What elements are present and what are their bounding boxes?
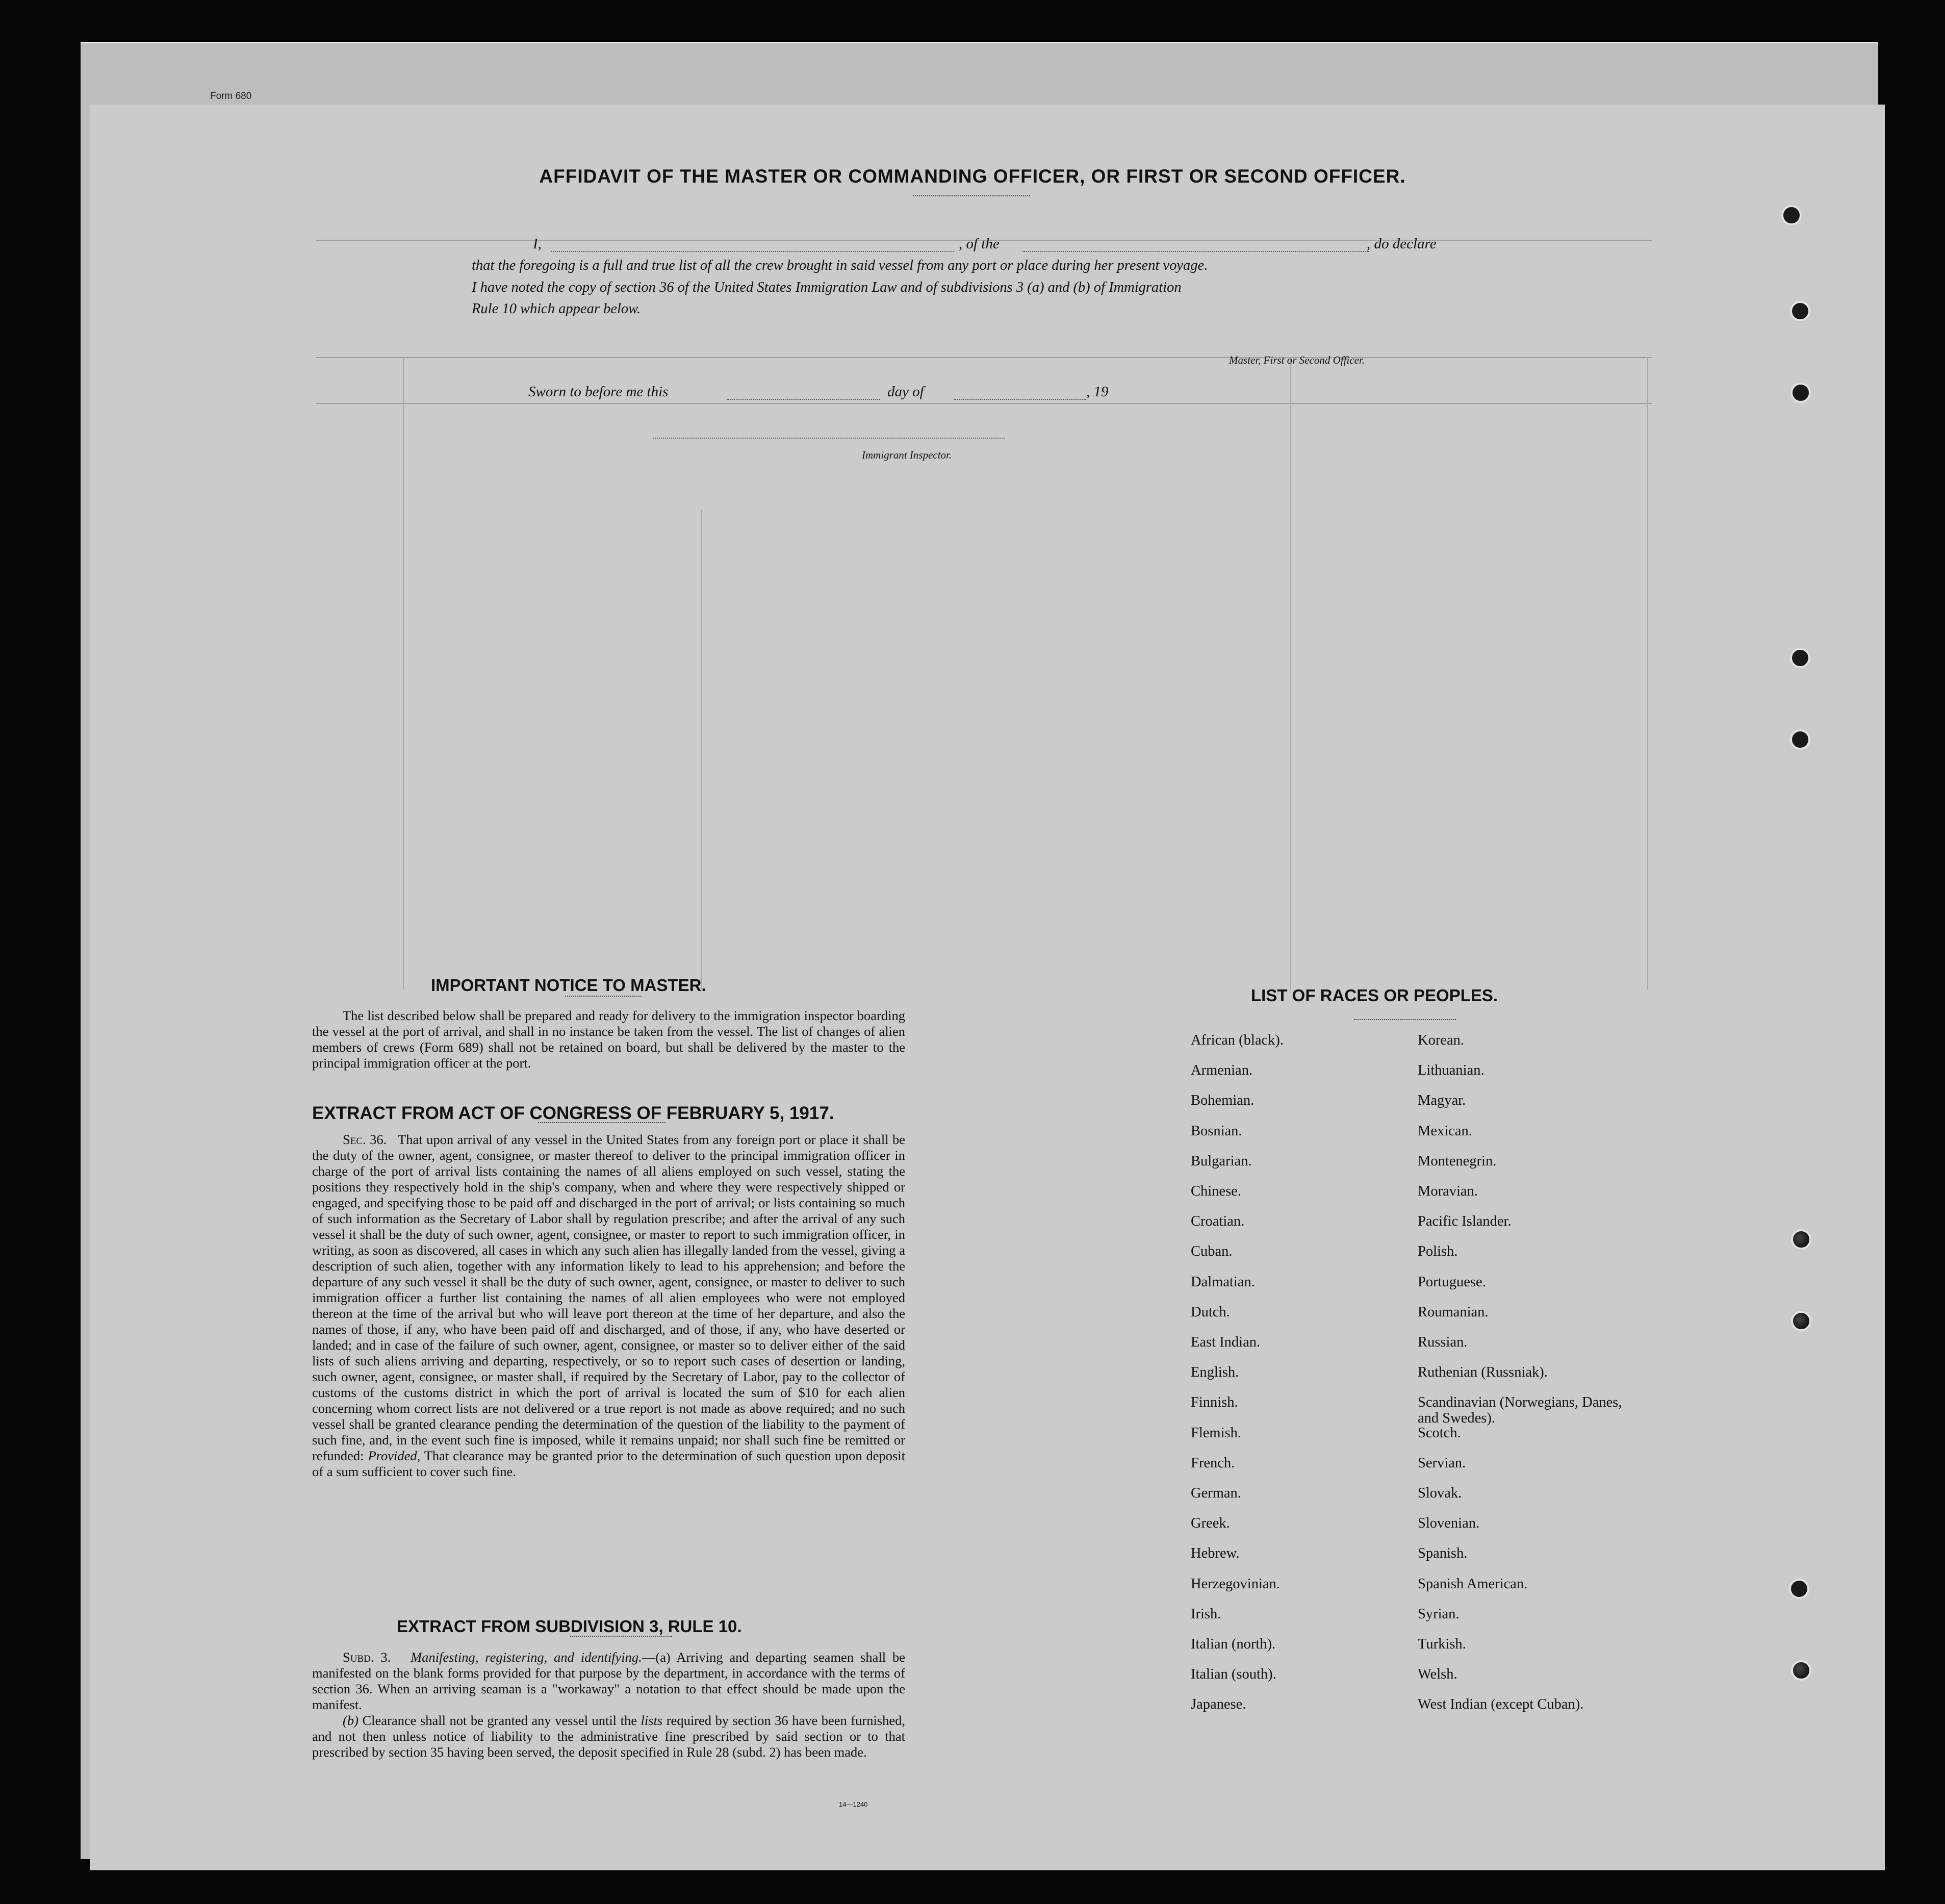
race-item: Croatian. (1191, 1213, 1245, 1230)
affidavit-line-4: Rule 10 which appear below. (472, 301, 641, 317)
print-code: 14—1240 (839, 1800, 868, 1808)
document-page (90, 105, 1885, 1870)
races-heading-rule (1354, 1019, 1456, 1020)
race-item: Moravian. (1418, 1183, 1478, 1199)
inspector-signature-line (653, 438, 1005, 439)
rule-heading: EXTRACT FROM SUBDIVISION 3, RULE 10. (397, 1617, 742, 1636)
race-item: Hebrew. (1191, 1545, 1240, 1562)
subd-b-text-2: required by section 36 have been furnished, and not then unless notice of liability to the administrative fine prescribed by said section or to that prescribed by section 35 having been served, the deposit specified in Rule 28 (subd. 2) has been made. (312, 1713, 906, 1760)
subd-a-text: Arriving and departing seamen shall be manifested on the blank forms provided for that purpose by the department, in accordance with the terms of section 36. When an arriving seaman is a "workaway" a notation to that effect should be made upon the manifest. (312, 1649, 905, 1712)
binder-hole (1791, 1311, 1811, 1331)
race-item: Russian. (1418, 1334, 1468, 1350)
bleed-through-column (1290, 357, 1291, 989)
race-item: Ruthenian (Russniak). (1418, 1364, 1548, 1381)
race-item: Spanish American. (1418, 1576, 1528, 1592)
race-item: English. (1191, 1364, 1239, 1381)
section-36-paragraph (312, 1132, 905, 1480)
month-blank (954, 399, 1086, 400)
act-heading: EXTRACT FROM ACT OF CONGRESS OF FEBRUARY 5, 1917. (312, 1103, 834, 1123)
year-prefix: , 19 (1086, 384, 1109, 400)
title-rule (913, 195, 1030, 196)
race-item: Syrian. (1418, 1606, 1460, 1622)
race-item: Korean. (1418, 1032, 1464, 1048)
vessel-blank (1022, 251, 1369, 252)
form-number: Form 680 (210, 91, 252, 101)
race-item: Spanish. (1418, 1545, 1468, 1562)
binder-hole (1790, 383, 1811, 403)
race-item: Portuguese. (1418, 1274, 1486, 1290)
race-item: Scandinavian (Norwegians, Danes, and Swedes). (1418, 1394, 1622, 1427)
binder-hole (1791, 1229, 1811, 1250)
affidavit-title: AFFIDAVIT OF THE MASTER OR COMMANDING OFFICER, OR FIRST OR SECOND OFFICER. (539, 166, 1406, 187)
notice-paragraph (312, 1008, 905, 1071)
race-item: Slovak. (1418, 1485, 1462, 1501)
subd-b-text-1: Clearance shall not be granted any vessel until the (362, 1713, 637, 1728)
race-item: Greek. (1191, 1515, 1230, 1532)
race-item: Italian (south). (1191, 1666, 1276, 1683)
race-item: West Indian (except Cuban). (1418, 1696, 1584, 1713)
race-item: Japanese. (1191, 1696, 1246, 1713)
subd-title: Manifesting, registering, and identifying. (411, 1649, 642, 1665)
race-item: Roumanian. (1418, 1304, 1489, 1320)
race-item: Irish. (1191, 1606, 1221, 1622)
race-item: Italian (north). (1191, 1636, 1276, 1652)
subd-a-label: —(a) (642, 1649, 671, 1665)
race-item: Montenegrin. (1418, 1153, 1497, 1169)
race-item: Turkish. (1418, 1636, 1466, 1652)
signature-label: Master, First or Second Officer. (1229, 354, 1365, 366)
races-heading: LIST OF RACES OR PEOPLES. (1251, 986, 1498, 1005)
provided-label: Provided, (368, 1448, 421, 1463)
notice-text: The list described below shall be prepared and ready for delivery to the immigration inspector boarding the vessel at the port of arrival, and shall in no instance be taken from the vessel. The list of changes of alien members of crews (Form 689) shall not be retained on board, but shall be delivered by the master to the principal immigration officer at the port. (312, 1008, 905, 1071)
race-item: Chinese. (1191, 1183, 1241, 1199)
race-item: Herzegovinian. (1191, 1576, 1280, 1592)
affidavit-declare: , do declare (1367, 236, 1437, 252)
race-item: Polish. (1418, 1243, 1458, 1260)
binder-hole (1781, 205, 1802, 225)
act-heading-rule (538, 1122, 666, 1123)
sec-36-text: That upon arrival of any vessel in the United States from any foreign port or place it shall be the duty of the owner, agent, consignee, or master thereof to deliver to the principal immigration officer in charge of the port of arrival lists containing the names of all aliens employed on such vessel, stating the positions they respectively hold in the ship's company, when and where they were respectively shipped or engaged, and specifying those to be paid off and discharged in the port of arrival; or lists containing so much of such information as the Secretary of Labor shall by regulation prescribe; and after the arrival of any such vessel it shall be the duty of such owner, agent, consignee, or master to report to such immigration officer, in writing, as soon as discovered, all cases in which any such alien has illegally landed from the vessel, giving a description of such alien, together with any information likely to lead to his apprehension; and before the departure of any such vessel it shall be the duty of such owner, agent, consignee, or master to deliver to such immigration officer a further list containing the names of all alien employees who were not employed thereon at the time of the arrival but who will leave port thereon at the time of her departure, and also the names of those, if any, who have been paid off and discharged, and of those, if any, who have deserted or landed; and in case of the failure of such owner, agent, consignee, or master so to deliver either of the said lists of such aliens arriving and departing, respectively, or so to report such cases of desertion or landing, such owner, agent, consignee, or master shall, if required by the Secretary of Labor, pay to the collector of customs of the customs district in which the port of arrival is located the sum of $10 for each alien concerning whom correct lists are not delivered or a true report is not made as above required; and no such vessel shall be granted clearance pending the determination of the question of the liability to the payment of such fine, and, in the event such fine is imposed, while it remains unpaid; nor shall such fine be remitted or refunded: (312, 1132, 905, 1463)
subd-b-label: (b) (343, 1713, 359, 1728)
race-item: Armenian. (1191, 1062, 1253, 1079)
notice-heading: IMPORTANT NOTICE TO MASTER. (431, 976, 706, 995)
sworn-before-label: Sworn to before me this (528, 384, 669, 400)
affidavit-i: I, (533, 236, 542, 252)
day-of-label: day of (887, 384, 924, 400)
binder-hole (1790, 648, 1810, 668)
sec-36-text-end: That clearance may be granted prior to the determination of such question upon deposit of a sum sufficient to cover such fine. (312, 1448, 906, 1479)
affidavit-line-3: I have noted the copy of section 36 of the United States Immigration Law and of subdivisions 3 (a) and (b) of Immigration (472, 280, 1182, 295)
notice-heading-rule (565, 996, 642, 997)
race-item: East Indian. (1191, 1334, 1261, 1350)
race-item: Bohemian. (1191, 1093, 1255, 1109)
race-item: German. (1191, 1485, 1241, 1501)
binder-hole (1789, 1579, 1809, 1599)
binder-hole (1791, 1660, 1811, 1681)
bleed-through-column (701, 510, 702, 989)
race-item: Pacific Islander. (1418, 1213, 1512, 1230)
race-item: Flemish. (1191, 1425, 1241, 1441)
race-item: Bulgarian. (1191, 1153, 1252, 1169)
bleed-through-column (403, 357, 404, 989)
rule-heading-rule (570, 1636, 672, 1637)
subdivision-3-paragraph (312, 1649, 905, 1760)
bleed-through-rule (316, 403, 1652, 404)
bleed-through-rule (316, 357, 1652, 358)
race-item: French. (1191, 1455, 1235, 1471)
bleed-through-column (1647, 357, 1648, 989)
race-item: Mexican. (1418, 1123, 1472, 1139)
subd-label: Subd. 3. (343, 1649, 391, 1665)
race-item: Scotch. (1418, 1425, 1461, 1441)
race-item: Lithuanian. (1418, 1062, 1485, 1079)
binder-hole (1790, 729, 1810, 750)
race-item: Slovenian. (1418, 1515, 1480, 1532)
race-item: Finnish. (1191, 1394, 1238, 1411)
race-item: Dalmatian. (1191, 1274, 1255, 1290)
race-item: Magyar. (1418, 1093, 1466, 1109)
race-item: Cuban. (1191, 1243, 1233, 1260)
race-item: Dutch. (1191, 1304, 1230, 1320)
subd-b-lists: lists (641, 1713, 663, 1728)
affidavit-of-the: , of the (959, 236, 1000, 252)
race-item: African (black). (1191, 1032, 1284, 1048)
sworn-day-blank (727, 399, 880, 400)
affidavit-line-2: that the foregoing is a full and true list of all the crew brought in said vessel from any port or place during her present voyage. (472, 258, 1208, 273)
binder-hole (1790, 301, 1810, 321)
sec-36-label: Sec. 36. (343, 1132, 387, 1147)
race-item: Bosnian. (1191, 1123, 1242, 1139)
name-blank (551, 251, 954, 252)
race-item: Welsh. (1418, 1666, 1457, 1683)
race-item: Servian. (1418, 1455, 1466, 1471)
inspector-label: Immigrant Inspector. (862, 449, 952, 461)
